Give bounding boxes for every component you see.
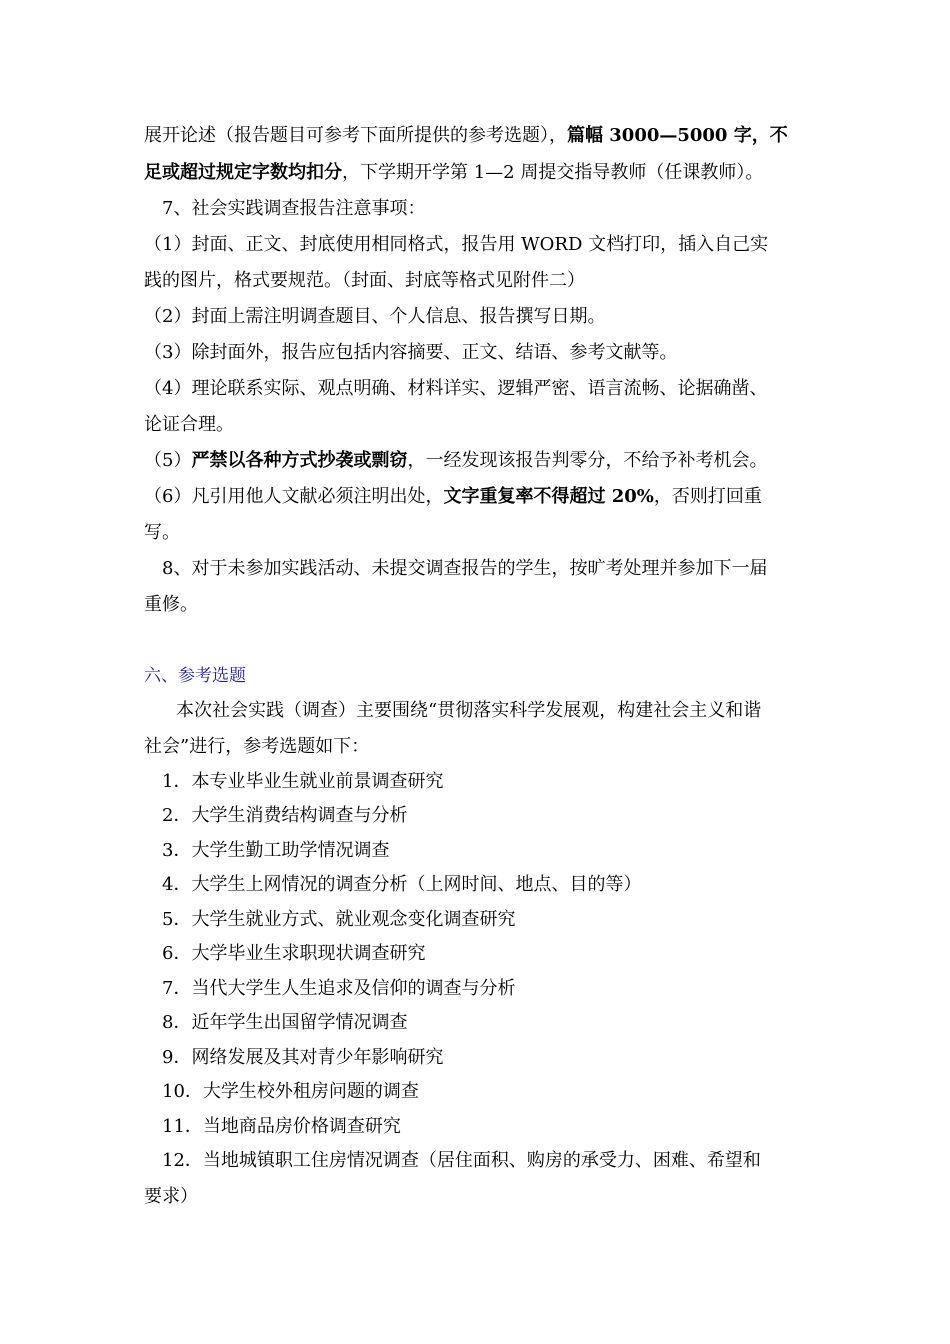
item7-note3: （3）除封面外，报告应包括内容摘要、正文、结语、参考文献等。 — [144, 342, 678, 363]
para1-line1 — [144, 124, 788, 148]
note5-number: （5） — [144, 450, 192, 471]
item7-note6-line1 — [144, 485, 762, 509]
item7-note6-line2: 写。 — [144, 522, 180, 543]
topic-item: 2．大学生消费结构调查与分析 — [162, 805, 408, 826]
topic-item: 10．大学生校外租房问题的调查 — [162, 1081, 419, 1102]
topic-item: 11．当地商品房价格调查研究 — [162, 1116, 401, 1137]
section6-intro-line2: 社会”进行，参考选题如下： — [144, 736, 370, 757]
item8-line1: 8、对于未参加实践活动、未提交调查报告的学生，按旷考处理并参加下一届 — [162, 558, 768, 579]
note5-bold-text: 严禁以各种方式抄袭或剽窃 — [191, 450, 408, 471]
para1-line2 — [144, 161, 763, 185]
item7-note4-line1: （4）理论联系实际、观点明确、材料详实、逻辑严密、语言流畅、论据确凿、 — [144, 378, 768, 399]
item7-note1-line1: （1）封面、正文、封底使用相同格式，报告用 WORD 文档打印，插入自己实 — [144, 234, 769, 255]
topic-item: 1．本专业毕业生就业前景调查研究 — [162, 771, 444, 792]
note6-text: （6）凡引用他人文献必须注明出处， — [144, 486, 444, 507]
para1-bold-text: 足或超过规定字数均扣分 — [144, 162, 342, 183]
item7-note5 — [144, 449, 767, 473]
item7-note2: （2）封面上需注明调查题目、个人信息、报告撰写日期。 — [144, 306, 606, 327]
item7-note4-line2: 论证合理。 — [144, 414, 234, 435]
topic-item: 12．当地城镇职工住房情况调查（居住面积、购房的承受力、困难、希望和 — [162, 1150, 761, 1171]
para1-text: ，下学期开学第 1—2 周提交指导教师（任课教师）。 — [342, 162, 764, 183]
topic-item: 8．近年学生出国留学情况调查 — [162, 1012, 408, 1033]
note6-text-end: ，否则打回重 — [653, 486, 762, 507]
topic-item-continued: 要求） — [144, 1186, 198, 1207]
note5-text: ，一经发现该报告判零分，不给予补考机会。 — [407, 450, 768, 471]
note6-bold-text: 文字重复率不得超过 20% — [443, 486, 654, 507]
section6-heading: 六、参考选题 — [144, 666, 246, 686]
item8-line2: 重修。 — [144, 594, 198, 615]
topic-item: 6．大学毕业生求职现状调查研究 — [162, 943, 426, 964]
topic-item: 4．大学生上网情况的调查分析（上网时间、地点、目的等） — [162, 874, 642, 895]
para1-text: 展开论述（报告题目可参考下面所提供的参考选题）， — [144, 125, 567, 146]
topic-item: 7．当代大学生人生追求及信仰的调查与分析 — [162, 978, 516, 999]
topic-item: 3．大学生勤工助学情况调查 — [162, 840, 390, 861]
item7-note1-line2: 践的图片，格式要规范。（封面、封底等格式见附件二） — [144, 270, 585, 291]
para1-bold-text: 篇幅 3000—5000 字，不 — [567, 125, 788, 146]
topic-item: 5．大学生就业方式、就业观念变化调查研究 — [162, 909, 516, 930]
item7-title: 7、社会实践调查报告注意事项： — [162, 198, 426, 219]
section6-intro-line1: 本次社会实践（调查）主要围绕“贯彻落实科学发展观，构建社会主义和谐 — [176, 700, 762, 721]
topic-item: 9．网络发展及其对青少年影响研究 — [162, 1047, 444, 1068]
